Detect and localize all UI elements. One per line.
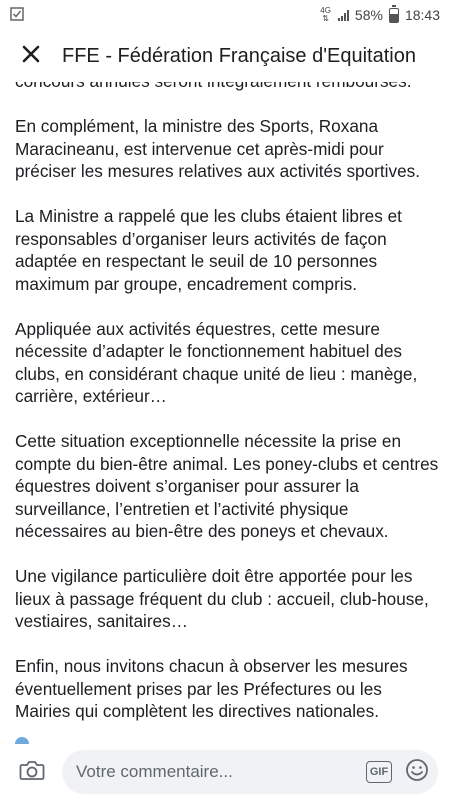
article-scroll-area[interactable]: [0, 60, 450, 744]
article-body: [0, 70, 450, 723]
close-icon: [22, 45, 40, 68]
article-paragraph: La Ministre a rappelé que les clubs étaient libres et responsables d’organiser leurs activités de façon adaptée en respectant le seuil de 10 personnes maximum par groupe, encadrement compris.: [15, 206, 402, 294]
clock-time: 18:43: [404, 7, 440, 23]
article-paragraph: Cette situation exceptionnelle nécessite la prise en compte du bien-être animal. Les poney-clubs et centres équestres doivent s’organiser pour assurer la surveillance, l’entretien et l’activité physique nécessaires au bien-être des poneys et chevaux.: [15, 431, 439, 541]
article-paragraph: Appliquée aux activités équestres, cette mesure nécessite d’adapter le fonctionnement habituel des clubs, en considérant chaque unité de lieu : manège, carrière, extérieur…: [15, 318, 418, 406]
comment-input[interactable]: [76, 762, 366, 782]
status-bar: [0, 0, 450, 30]
signal-icon: [338, 10, 349, 21]
battery-percent: 58%: [354, 7, 383, 23]
smiley-icon: [405, 758, 429, 787]
network-arrows-icon: ⇅: [322, 14, 329, 23]
checkbox-icon: [10, 7, 24, 24]
comment-bar: [0, 744, 450, 800]
article-paragraph: En complément, la ministre des Sports, Roxana Maracineanu, est intervenue cet après-midi pour préciser les mesures relatives aux activités sportives.: [15, 116, 421, 181]
gif-button[interactable]: GIF: [366, 761, 392, 783]
camera-icon: [19, 759, 45, 786]
app-header: [0, 30, 450, 82]
close-button[interactable]: [0, 30, 62, 82]
page-title: FFE - Fédération Française d'Equitation: [62, 44, 416, 67]
camera-button[interactable]: [12, 752, 52, 792]
emoji-button[interactable]: [404, 759, 430, 785]
network-type: 4G: [320, 6, 331, 15]
battery-icon: [389, 8, 399, 23]
article-paragraph: Une vigilance particulière doit être apportée pour les lieux à passage fréquent du club : accueil, club-house, vestiaires, sanitaires…: [15, 566, 429, 631]
article-paragraph: Enfin, nous invitons chacun à observer les mesures éventuellement prises par les Préfectures ou les Mairies qui complètent les directives nationales.: [15, 656, 408, 721]
network-indicator: [320, 7, 331, 23]
comment-field: [62, 750, 438, 794]
